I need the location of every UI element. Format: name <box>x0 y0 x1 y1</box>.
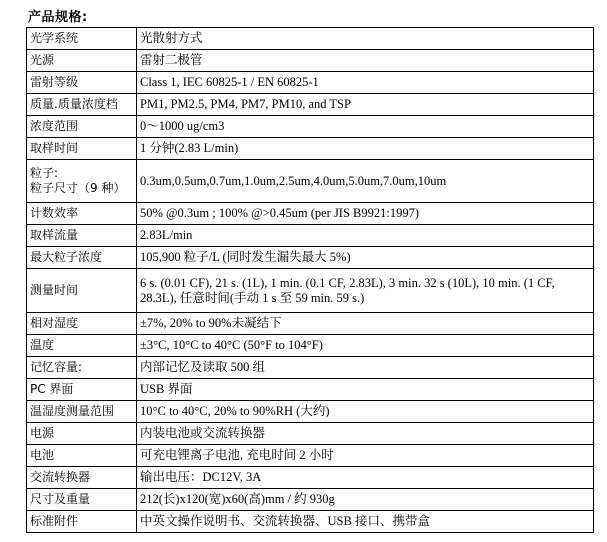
row-label: 记忆容量: <box>27 357 137 379</box>
row-label: 光学系统 <box>27 28 137 50</box>
row-value: PM1, PM2.5, PM4, PM7, PM10, and TSP <box>137 94 594 116</box>
row-label: 光源 <box>27 50 137 72</box>
row-value: 105,900 粒子/L (同时发生漏失最大 5%) <box>137 247 594 269</box>
row-value: 中英文操作说明书、交流转换器、USB 接口、携带盒 <box>137 511 594 533</box>
row-value: 1 分钟(2.83 L/min) <box>137 138 594 160</box>
table-row <box>27 94 594 116</box>
spec-table <box>26 27 594 533</box>
table-row <box>27 357 594 379</box>
row-value: 50% @0.3um ; 100% @>0.45um (per JIS B9921:1997) <box>137 203 594 225</box>
row-value: Class 1, IEC 60825-1 / EN 60825-1 <box>137 72 594 94</box>
row-label: 测量时间 <box>27 269 137 313</box>
row-label: PC 界面 <box>27 379 137 401</box>
table-row <box>27 72 594 94</box>
row-value: 内部记忆及读取 500 组 <box>137 357 594 379</box>
row-value: 10°C to 40°C, 20% to 90%RH (大约) <box>137 401 594 423</box>
table-row <box>27 489 594 511</box>
table-row <box>27 50 594 72</box>
row-value: 光散射方式 <box>137 28 594 50</box>
row-value: 6 s. (0.01 CF), 21 s. (1L), 1 min. (0.1 CF, 2.83L), 3 min. 32 s (10L), 10 min. (1 CF, 28.3L), 任意时间(手动 1 s 至 59 min. 59 s.) <box>137 269 594 313</box>
row-label: 浓度范围 <box>27 116 137 138</box>
row-label: 电池 <box>27 445 137 467</box>
row-label: 质量.质量浓度档 <box>27 94 137 116</box>
row-label: 电源 <box>27 423 137 445</box>
table-row <box>27 116 594 138</box>
row-value: 2.83L/min <box>137 225 594 247</box>
row-value: 雷射二极管 <box>137 50 594 72</box>
table-row <box>27 511 594 533</box>
row-label-line: 粒子尺寸（9 种） <box>30 181 126 195</box>
table-row <box>27 247 594 269</box>
table-row <box>27 138 594 160</box>
row-label: 雷射等级 <box>27 72 137 94</box>
row-label: 标准附件 <box>27 511 137 533</box>
row-value: ±3°C, 10°C to 40°C (50°F to 104°F) <box>137 335 594 357</box>
table-row <box>27 203 594 225</box>
row-label: 交流转换器 <box>27 467 137 489</box>
row-label: 温湿度测量范围 <box>27 401 137 423</box>
table-row <box>27 28 594 50</box>
row-value: 0.3um,0.5um,0.7um,1.0um,2.5um,4.0um,5.0um,7.0um,10um <box>137 160 594 203</box>
row-label: 温度 <box>27 335 137 357</box>
row-label: 相对湿度 <box>27 313 137 335</box>
row-label: 取样时间 <box>27 138 137 160</box>
table-row <box>27 379 594 401</box>
row-value: 可充电锂离子电池, 充电时间 2 小时 <box>137 445 594 467</box>
table-row <box>27 160 594 203</box>
row-label: 计数效率 <box>27 203 137 225</box>
row-value: 0～1000 ug/cm3 <box>137 116 594 138</box>
row-label: 最大粒子浓度 <box>27 247 137 269</box>
row-label-line: 粒子: <box>30 166 59 180</box>
table-row <box>27 313 594 335</box>
table-row <box>27 445 594 467</box>
row-value: USB 界面 <box>137 379 594 401</box>
row-label <box>27 160 137 203</box>
row-value: 212(长)x120(宽)x60(高)mm / 约 930g <box>137 489 594 511</box>
table-row <box>27 467 594 489</box>
spec-heading: 产品规格: <box>28 10 88 25</box>
table-row <box>27 269 594 313</box>
row-value: 输出电压：DC12V, 3A <box>137 467 594 489</box>
row-value: 内装电池或交流转换器 <box>137 423 594 445</box>
row-value: ±7%, 20% to 90%未凝结下 <box>137 313 594 335</box>
table-row <box>27 225 594 247</box>
table-row <box>27 335 594 357</box>
table-row <box>27 401 594 423</box>
row-label: 取样流量 <box>27 225 137 247</box>
table-row <box>27 423 594 445</box>
row-label: 尺寸及重量 <box>27 489 137 511</box>
